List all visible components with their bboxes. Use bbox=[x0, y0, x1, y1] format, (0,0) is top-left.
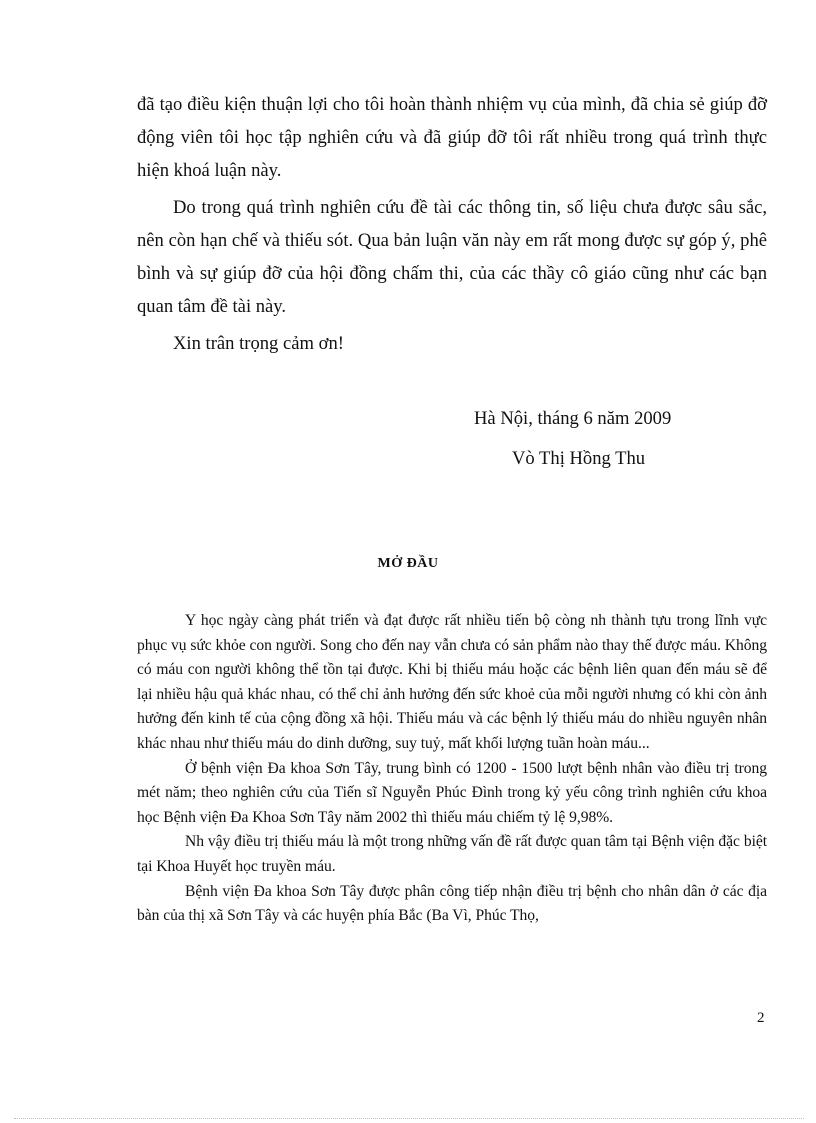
paragraph: Do trong quá trình nghiên cứu đề tài các thông tin, số liệu chưa được sâu sắc, nên còn hạn chế và thiếu sót. Qua bản luận văn này em rất mong được sự góp ý, phê bình và sự giúp đỡ của hội đồng chấm thi, của các thầy cô giáo cũng như các bạn quan tâm đề tài này. bbox=[137, 197, 767, 317]
paragraph: Y học ngày càng phát triển và đạt được rất nhiều tiến bộ còng nh thành tựu trong lĩnh vực phục vụ sức khỏe con người. Song cho đến nay vẫn chưa có sản phẩm nào thay thế được máu. Không có máu con người không thể tồn tại được. Khi bị thiếu máu hoặc các bệnh liên quan đến máu sẽ để lại nhiều hậu quả khác nhau, có thể chỉ ảnh hưởng đến sức khoẻ của mỗi người nhưng có khi còn ảnh hưởng đến kinh tế của cộng đồng xã hội. Thiếu máu và các bệnh lý thiếu máu do nhiều nguyên nhân khác nhau như thiếu máu do dinh dưỡng, suy tuỷ, mất khối lượng tuần hoàn máu... bbox=[137, 612, 767, 752]
page-edge-divider bbox=[14, 1118, 804, 1119]
author-name: Vò Thị Hồng Thu bbox=[512, 448, 646, 469]
introduction-section bbox=[137, 609, 767, 929]
place-date: Hà Nội, tháng 6 năm 2009 bbox=[474, 408, 672, 429]
paragraph: Ở bệnh viện Đa khoa Sơn Tây, trung bình có 1200 - 1500 lượt bệnh nhân vào điều trị trong mét năm; theo nghiên cứu của Tiến sĩ Nguyễn Phúc Đình trong kỷ yếu công trình nghiên cứu khoa học Bệnh viện Đa Khoa Sơn Tây năm 2002 thì thiếu máu chiếm tỷ lệ 9,98%. bbox=[137, 759, 767, 826]
paragraph: Nh vậy điều trị thiếu máu là một trong những vấn đề rất được quan tâm tại Bệnh viện đặc biệt tại Khoa Huyết học truyền máu. bbox=[137, 833, 767, 875]
paragraph: Xin trân trọng cảm ơn! bbox=[173, 333, 344, 354]
page-number: 2 bbox=[757, 1010, 765, 1026]
acknowledgement-section bbox=[137, 88, 767, 364]
paragraph: Bệnh viện Đa khoa Sơn Tây được phân công tiếp nhận điều trị bệnh cho nhân dân ở các địa bàn của thị xã Sơn Tây và các huyện phía Bắc (Ba Vì, Phúc Thọ, bbox=[137, 882, 767, 925]
paragraph: đã tạo điều kiện thuận lợi cho tôi hoàn thành nhiệm vụ của mình, đã chia sẻ giúp đỡ động viên tôi học tập nghiên cứu và đã giúp đỡ tôi rất nhiều trong quá trình thực hiện khoá luận này. bbox=[137, 94, 767, 181]
section-heading: MỞ ĐẦU bbox=[377, 556, 439, 571]
